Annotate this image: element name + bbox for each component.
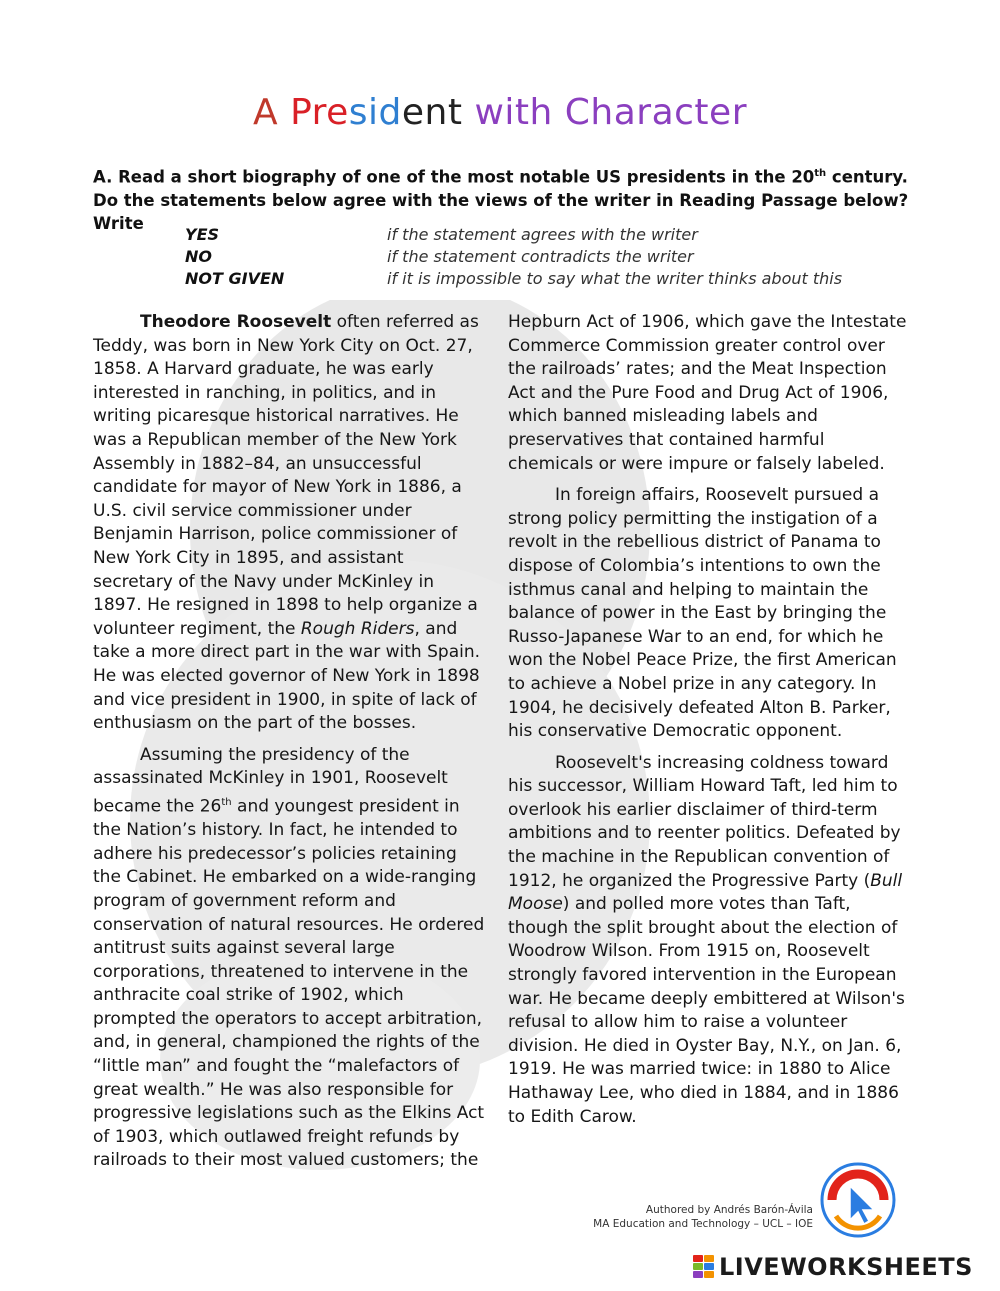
liveworksheets-wordmark: LIVEWORKSHEETS: [719, 1253, 973, 1281]
legend-desc: if the statement agrees with the writer: [387, 225, 698, 244]
legend-key: NOT GIVEN: [185, 269, 285, 288]
legend-row-no: [185, 246, 885, 268]
passage-left-column: [93, 311, 488, 1181]
author-credit: [560, 1203, 813, 1231]
title-part: sid: [348, 92, 402, 133]
title-part: ent: [401, 92, 463, 133]
liveworksheets-icon: [693, 1255, 715, 1279]
legend-key: YES: [185, 225, 220, 244]
paragraph-4: Roosevelt's increasing coldness toward his successor, William Howard Taft, led him to overlook his earlier disclaimer of third-term ambitions and to reenter politics. Defeated by the machine in the Republican convention of 1912, he organized the Progressive Party (Bull Moose) and polled more votes than Taft, though the split brought about the election of Woodrow Wilson. From 1915 on, Roosevelt strongly favored intervention in the European war. He became deeply embittered at Wilson's refusal to allow him to raise a volunteer division. He died in Oyster Bay, N.Y., on Jan. 6, 1919. He was married twice: in 1880 to Alice Hathaway Lee, who died in 1884, and in 1886 to Edith Carow.: [508, 752, 905, 1127]
answer-legend: [185, 224, 885, 290]
page-title: [0, 92, 1000, 133]
title-part: A: [252, 92, 291, 133]
legend-row-yes: [185, 224, 885, 246]
legend-key: NO: [185, 247, 212, 266]
paragraph-3: In foreign affairs, Roosevelt pursued a strong policy permitting the instigation of a revolt in the rebellious district of Panama to dispose of Colombia’s intentions to own the isthmus canal and helping to maintain the balance of power in the East by bringing the Russo-Japanese War to an end, for which he won the Nobel Peace Prize, the first American to achieve a Nobel prize in any category. In 1904, he decisively defeated Alton B. Parker, his conservative Democratic opponent.: [508, 485, 897, 742]
legend-row-not-given: [185, 268, 885, 290]
title-part: Pre: [290, 92, 349, 133]
legend-desc: if the statement contradicts the writer: [387, 247, 694, 266]
author-affiliation: MA Education and Technology – UCL – IOE: [593, 1218, 813, 1230]
paragraph-2-continued: Hepburn Act of 1906, which gave the Intestate Commerce Commission greater control over the railroads’ rates; and the Meat Inspection Act and the Pure Food and Drug Act of 1906, which banned misleading labels and preservatives that contained harmful chemicals or were impure or falsely labeled.: [508, 312, 907, 474]
instructions-text: A. Read a short biography of one of the most notable US presidents in the 20th century. Do the statements below agree with the views of the writer in Reading Passage below? Write: [93, 167, 909, 233]
paragraph-2: Assuming the presidency of the assassinated McKinley in 1901, Roosevelt became the 26th and youngest president in the Nation’s history. In fact, he intended to adhere his predecessor’s policies retaining the Cabinet. He embarked on a wide-ranging program of government reform and conservation of natural resources. He ordered antitrust suits against several large corporations, threatened to intervene in the anthracite coal strike of 1902, which prompted the operators to accept arbitration, and, in general, championed the rights of the “little man” and fought the “malefactors of great wealth.” He was also responsible for progressive legislations such as the Elkins Act of 1903, which outlawed freight refunds by railroads to their most valued customers; the: [93, 744, 485, 1171]
author-name: Authored by Andrés Barón-Ávila: [645, 1204, 813, 1216]
paragraph-1: Theodore Roosevelt often referred as Teddy, was born in New York City on Oct. 27, 1858. A Harvard graduate, he was early interested in ranching, in politics, and in writing picaresque historical narratives. He was a Republican member of the New York Assembly in 1882–84, an unsuccessful candidate for mayor of New York in 1886, a U.S. civil service commissioner under Benjamin Harrison, police commissioner of New York City in 1895, and assistant secretary of the Navy under McKinley in 1897. He resigned in 1898 to help organize a volunteer regiment, the Rough Riders, and take a more direct part in the war with Spain. He was elected governor of New York in 1898 and vice president in 1900, in spite of lack of enthusiasm on the part of the bosses.: [93, 312, 481, 734]
liveworksheets-logo: [693, 1253, 973, 1281]
title-part: with Character: [462, 92, 747, 133]
click-logo-icon: [818, 1160, 898, 1240]
passage-right-column: [508, 311, 908, 1137]
legend-desc: if it is impossible to say what the writer thinks about this: [387, 269, 843, 288]
